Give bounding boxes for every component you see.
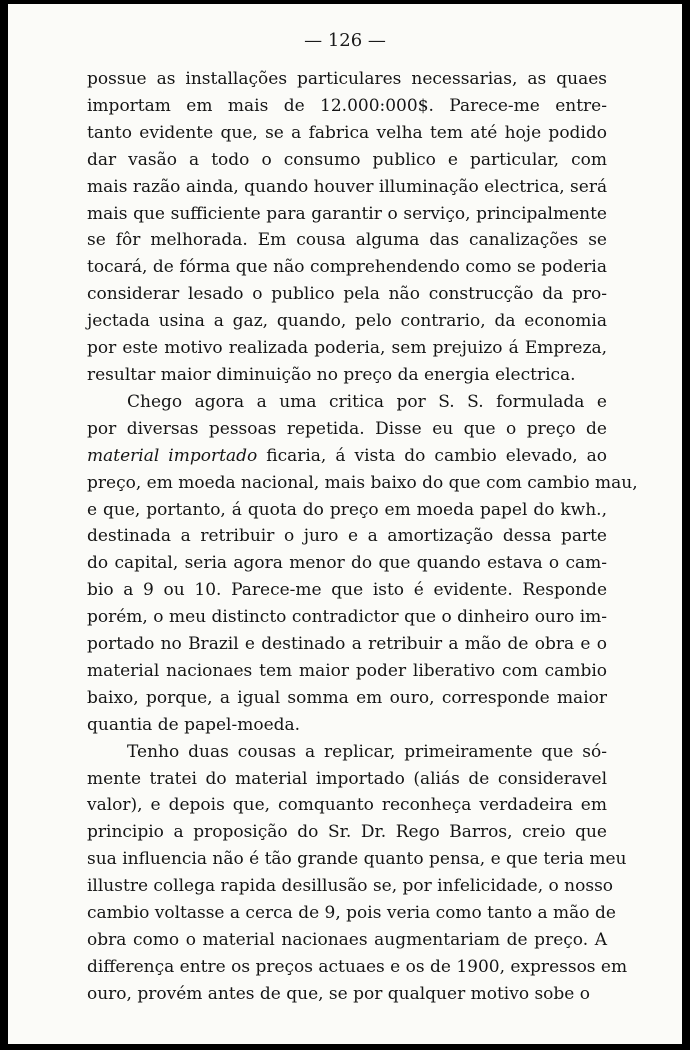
book-page xyxy=(8,4,682,1044)
text-line: Chego agora a uma critica por S. S. formulada e xyxy=(127,391,607,412)
text-line: por este motivo realizada poderia, sem prejuizo á Empreza, xyxy=(87,338,607,359)
text-line: e que, portanto, á quota do preço em moeda papel do kwh., xyxy=(87,499,607,520)
paragraph xyxy=(87,739,628,1008)
text-line: ouro, provém antes de que, se por qualquer motivo sobe o xyxy=(87,983,591,1004)
paragraph xyxy=(87,389,638,739)
text-line: se fôr melhorada. Em cousa alguma das canalizações se xyxy=(87,230,607,251)
text-line: dar vasão a todo o consumo publico e particular, com xyxy=(87,149,607,170)
text-line: destinada a retribuir o juro e a amortização dessa parte xyxy=(87,526,607,547)
text-line: importam em mais de 12.000:000$. Parece-me entre- xyxy=(87,95,607,116)
text-line: preço, em moeda nacional, mais baixo do que com cambio mau, xyxy=(87,472,638,493)
text-line: por diversas pessoas repetida. Disse eu que o preço de xyxy=(87,418,607,439)
text-line: Tenho duas cousas a replicar, primeiramente que só- xyxy=(127,741,607,762)
text-line: possue as installações particulares necessarias, as quaes xyxy=(87,69,607,89)
text-line: portado no Brazil e destinado a retribuir a mão de obra e o xyxy=(87,634,607,655)
text-line: considerar lesado o publico pela não construcção da pro- xyxy=(87,284,607,305)
text-line: material nacionaes tem maior poder liberativo com cambio xyxy=(87,660,607,681)
text-line: mente tratei do material importado (aliás de consideravel xyxy=(87,768,607,789)
text-line: principio a proposição do Sr. Dr. Rego Barros, creio que xyxy=(87,822,607,843)
text-line: differença entre os preços actuaes e os de 1900, expressos em xyxy=(87,956,628,977)
text-line: obra como o material nacionaes augmentariam de preço. A xyxy=(87,930,607,950)
text-line: tocará, de fórma que não comprehendendo como se poderia xyxy=(87,257,607,278)
text-line: resultar maior diminuição no preço da energia electrica. xyxy=(87,364,576,385)
page-number: — 126 — xyxy=(304,30,386,51)
text-line: quantia de papel-moeda. xyxy=(87,714,301,735)
text-line: cambio voltasse a cerca de 9, pois veria como tanto a mão de xyxy=(87,903,616,924)
paragraph xyxy=(87,66,607,389)
text-line: do capital, seria agora menor do que quando estava o cam- xyxy=(87,553,607,574)
body-text xyxy=(87,66,638,1008)
text-line: mais razão ainda, quando houver illuminação electrica, será xyxy=(87,176,608,197)
text-line: baixo, porque, a igual somma em ouro, corresponde maior xyxy=(87,687,607,708)
text-line: sua influencia não é tão grande quanto pensa, e que teria meu xyxy=(87,849,627,870)
text-line: jectada usina a gaz, quando, pelo contrario, da economia xyxy=(87,311,607,332)
text-line: tanto evidente que, se a fabrica velha tem até hoje podido xyxy=(87,122,607,143)
text-line: porém, o meu distincto contradictor que o dinheiro ouro im- xyxy=(87,607,607,628)
text-line: bio a 9 ou 10. Parece-me que isto é evidente. Responde xyxy=(87,580,607,601)
text-line: material importado ficaria, á vista do cambio elevado, ao xyxy=(87,445,607,466)
text-line: illustre collega rapida desillusão se, por infelicidade, o nosso xyxy=(87,876,614,897)
text-line: mais que sufficiente para garantir o serviço, principalmente xyxy=(87,203,607,224)
text-line: valor), e depois que, comquanto reconheça verdadeira em xyxy=(87,795,607,816)
